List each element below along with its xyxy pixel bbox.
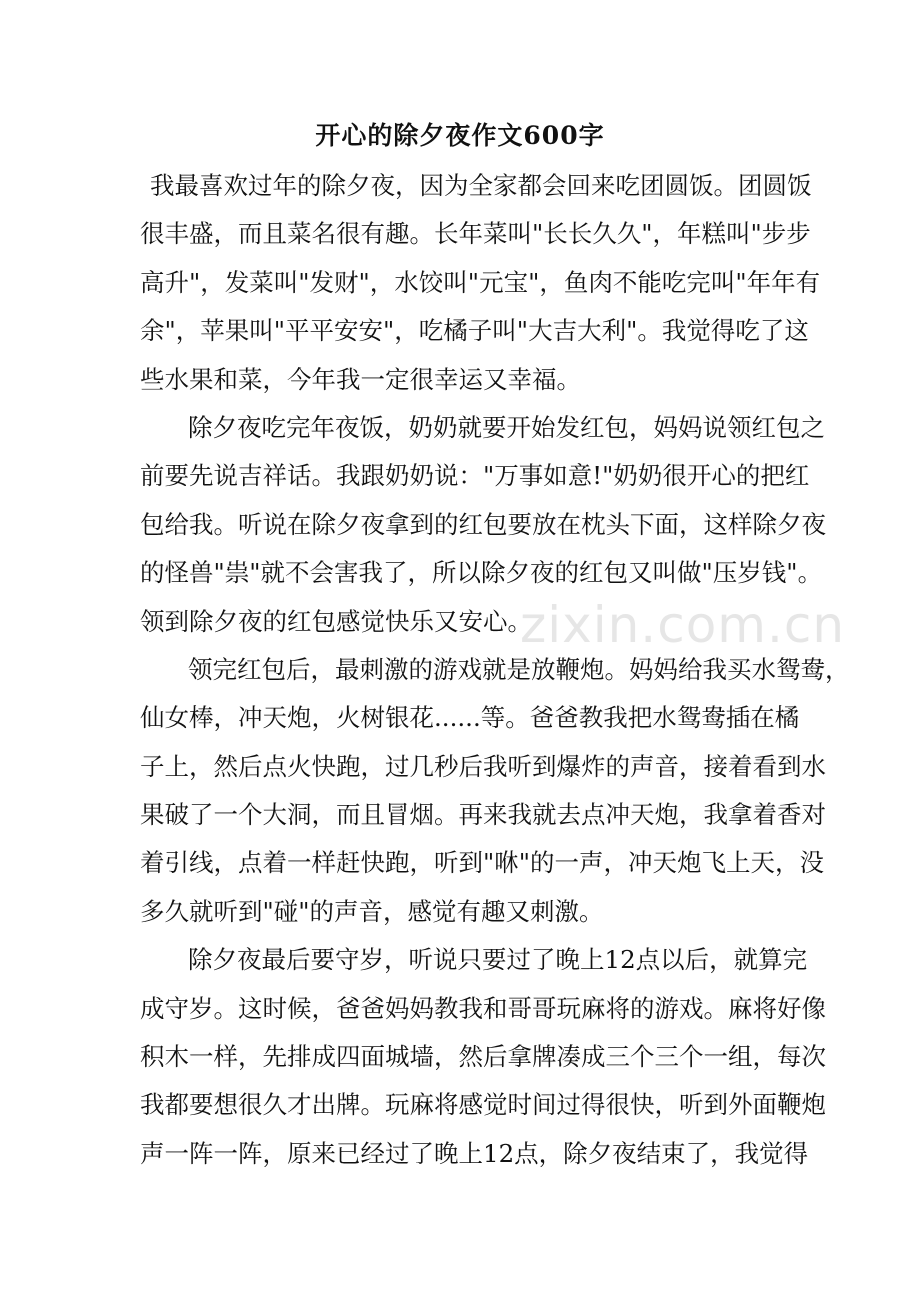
watermark: zixin.com.cn — [520, 596, 846, 654]
page-title: 开心的除夕夜作文600字 — [315, 121, 605, 150]
paragraph-3-line-4: 果破了一个大洞，而且冒烟。再来我就去点冲天炮，我拿着香对 — [140, 800, 826, 830]
paragraph-1-line-1: 我最喜欢过年的除夕夜，因为全家都会回来吃团圆饭。团圆饭 — [150, 171, 812, 200]
paragraph-3-line-1: 领完红包后，最刺激的游戏就是放鞭炮。妈妈给我买水鸳鸯， — [188, 654, 850, 684]
paragraph-1-line-5: 些水果和菜，今年我一定很幸运又幸福。 — [140, 364, 581, 394]
paragraph-3-line-6: 多久就听到"碰"的声音，感觉有趣又刺激。 — [140, 896, 604, 926]
paragraph-4-line-2: 成守岁。这时候，爸爸妈妈教我和哥哥玩麻将的游戏。麻将好像 — [140, 993, 826, 1023]
paragraph-2-line-1: 除夕夜吃完年夜饭，奶奶就要开始发红包，妈妈说领红包之 — [188, 412, 825, 442]
paragraph-2-line-2: 前要先说吉祥话。我跟奶奶说："万事如意!"奶奶很开心的把红 — [140, 461, 810, 491]
paragraph-1-line-4: 余"，苹果叫"平平安安"，吃橘子叫"大吉大利"。我觉得吃了这 — [140, 316, 809, 346]
paragraph-2-line-5: 领到除夕夜的红包感觉快乐又安心。 — [140, 606, 532, 636]
essay-body — [140, 162, 850, 1178]
paragraph-1-line-2: 很丰盛，而且菜名很有趣。长年菜叫"长长久久"，年糕叫"步步 — [140, 219, 811, 249]
paragraph-4-line-5: 声一阵一阵，原来已经过了晚上12点，除夕夜结束了，我觉得 — [140, 1138, 809, 1168]
paragraph-4-line-3: 积木一样，先排成四面城墙，然后拿牌凑成三个三个一组，每次 — [140, 1042, 826, 1072]
paragraph-3-line-2: 仙女棒，冲天炮，火树银花......等。爸爸教我把水鸳鸯插在橘 — [140, 703, 800, 733]
paragraph-3-line-5: 着引线，点着一样赶快跑，听到"咻"的一声，冲天炮飞上天，没 — [140, 848, 825, 878]
paragraph-4-line-1: 除夕夜最后要守岁，听说只要过了晚上12点以后，就算完 — [188, 945, 808, 975]
paragraph-2-line-3: 包给我。听说在除夕夜拿到的红包要放在枕头下面，这样除夕夜 — [140, 509, 826, 539]
paragraph-3-line-3: 子上，然后点火快跑，过几秒后我听到爆炸的声音，接着看到水 — [140, 751, 826, 781]
paragraph-2-line-4: 的怪兽"祟"就不会害我了，所以除夕夜的红包又叫做"压岁钱"。 — [140, 558, 823, 588]
paragraph-4-line-4: 我都要想很久才出牌。玩麻将感觉时间过得很快，听到外面鞭炮 — [140, 1090, 826, 1120]
paragraph-1-line-3: 高升"，发菜叫"发财"，水饺叫"元宝"，鱼肉不能吃完叫"年年有 — [140, 267, 821, 297]
